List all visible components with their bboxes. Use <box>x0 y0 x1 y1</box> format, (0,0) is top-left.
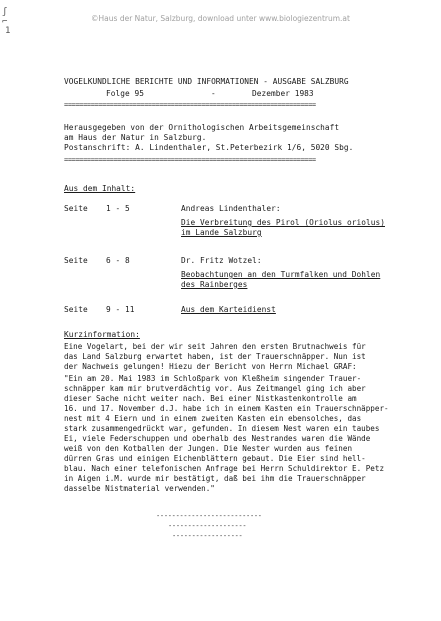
article-title: Die Verbreitung des Pirol (Oriolus oriolus) <box>181 218 385 227</box>
page-range: 6 - 8 <box>106 256 130 265</box>
body-line: blau. Nach einer telefonischen Anfrage bei Herrn Schuldirektor E. Petz <box>64 464 385 473</box>
body-line: das Land Salzburg erwartet haben, ist der Trauerschnäpper. Nun ist <box>64 352 366 361</box>
body-line: in Aigen i.M. wurde mir bestätigt, daß bei ihm die Trauerschnäpper <box>64 474 366 483</box>
article-title: des Rainberges <box>181 280 248 289</box>
issue-date: Dezember 1983 <box>252 89 314 98</box>
issue-number: Folge 95 <box>106 89 144 98</box>
closing-rule: ------------------ <box>172 532 243 540</box>
body-line: dürren Gras und einigen Eichenblättern gebaut. Die Eier sind hell- <box>64 454 366 463</box>
double-rule: ================================================================== <box>64 101 316 109</box>
body-line: stark zusammengedrückt war, gefunden. In diesem Nest waren ein taubes <box>64 424 380 433</box>
margin-mark: ⌐ <box>2 17 8 27</box>
postal-address: Postanschrift: A. Lindenthaler, St.Peterbezirk 1/6, 5020 Sbg. <box>64 143 354 152</box>
short-info-body <box>64 342 441 494</box>
body-line: schnäpper kam mir brutverdächtig vor. Aus Zeitmangel ging ich aber <box>64 384 366 393</box>
article-title: Aus dem Karteidienst <box>181 305 276 314</box>
page-label: Seite <box>64 256 88 265</box>
body-line: Eine Vogelart, bei der wir seit Jahren den ersten Brutnachweis für <box>64 342 366 351</box>
article-author: Dr. Fritz Wotzel: <box>181 256 262 265</box>
page-range: 1 - 5 <box>106 204 130 213</box>
body-line: der Nachweis gelungen! Hiezu der Bericht von Herrn Michael GRAF: <box>64 362 357 371</box>
publisher-line: Herausgegeben von der Ornithologischen Arbeitsgemeinschaft <box>64 123 340 132</box>
page-range: 9 - 11 <box>106 305 135 314</box>
contents-heading: Aus dem Inhalt: <box>64 184 136 193</box>
article-author: Andreas Lindenthaler: <box>181 204 281 213</box>
body-line: 16. und 17. November d.J. habe ich in einem Kasten ein Trauerschnäpper- <box>64 404 389 413</box>
document-title: VOGELKUNDLICHE BERICHTE UND INFORMATIONEN - AUSGABE SALZBURG <box>64 77 349 86</box>
publisher-line: am Haus der Natur in Salzburg. <box>64 133 207 142</box>
closing-rule: -------------------- <box>168 522 247 530</box>
double-rule: ================================================================== <box>64 156 316 164</box>
article-title: im Lande Salzburg <box>181 228 262 237</box>
closing-rule: --------------------------- <box>156 512 262 520</box>
body-line: weiß von den Kotballen der Jungen. Die Nester wurden aus feinen <box>64 444 353 453</box>
watermark: ©Haus der Natur, Salzburg, download unter www.biologiezentrum.at <box>91 14 350 23</box>
body-line: Ei, viele Federschuppen und oberhalb des Nestrandes waren die Wände <box>64 434 371 443</box>
header-dash: - <box>211 89 216 98</box>
article-title: Beobachtungen an den Turmfalken und Dohlen <box>181 270 381 279</box>
short-info-heading: Kurzinformation: <box>64 330 140 339</box>
body-line: "Ein am 20. Mai 1983 im Schloßpark von Kleßheim singender Trauer- <box>64 374 362 383</box>
page-label: Seite <box>64 204 88 213</box>
body-line: dieser Sache nicht weiter nach. Bei einer Nistkastenkontrolle am <box>64 394 357 403</box>
body-line: dasselbe Nistmaterial verwenden." <box>64 484 215 493</box>
margin-mark: 1 <box>5 26 11 36</box>
page-label: Seite <box>64 305 88 314</box>
body-line: nest mit 4 Eiern und in einem zweiten Kasten ein ebensolches, das <box>64 414 362 423</box>
margin-mark: ʃ <box>2 7 8 17</box>
